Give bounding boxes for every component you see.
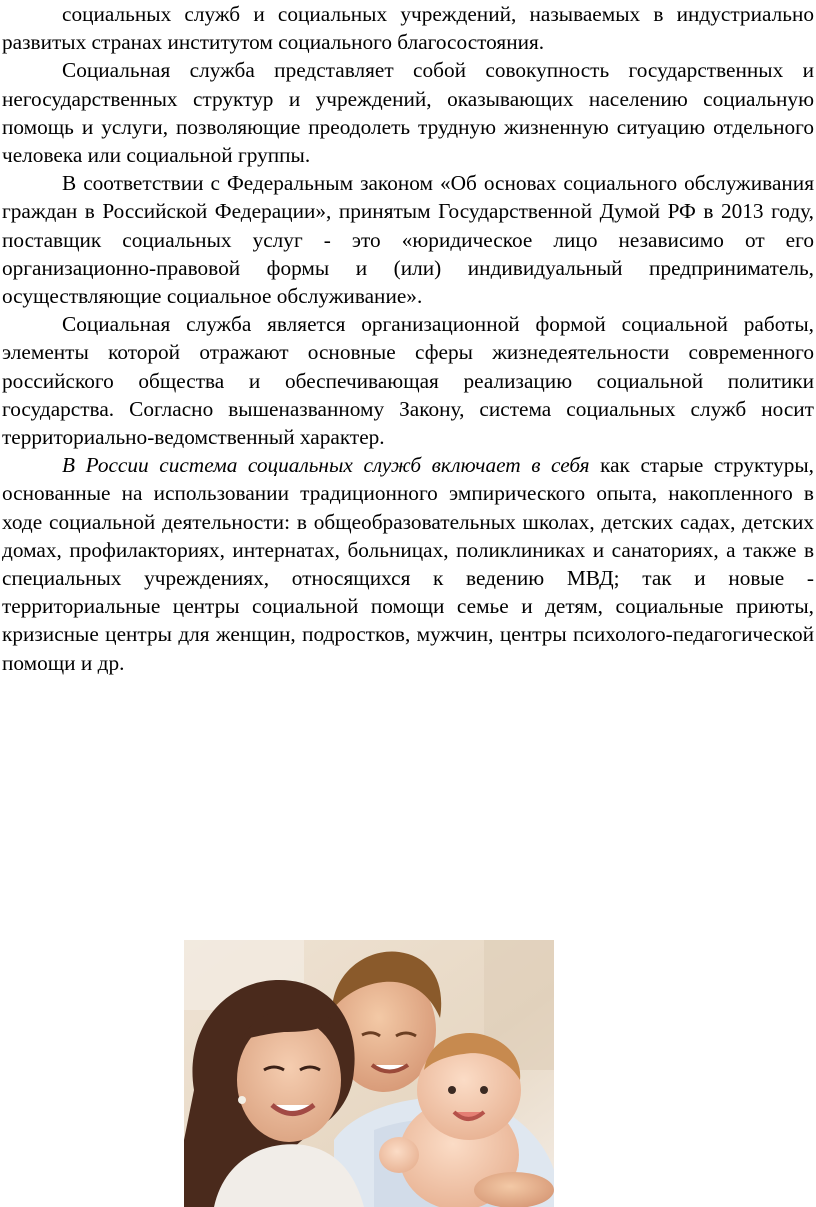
paragraph-body-text: как старые структуры, основанные на использовании традиционного эмпирического опыта, накопленного в ходе социальной деятельности: в общеобразовательных школах, детских садах, детских домах, профилакториях, интернатах, больницах, поликлиниках и санаториях, а также в специальных учреждениях, относящихся к ведению МВД; так и новые - территориальные центры социальной помощи семье и детям, социальные приюты, кризисные центры для женщин, подростков, мужчин, центры психолого-педагогической помощи и др. [2, 453, 814, 675]
italic-lead-phrase: В России система социальных служб включает в себя [62, 453, 590, 478]
family-photo [184, 940, 554, 1207]
paragraph-continuation: социальных служб и социальных учреждений, называемых в индустриально развитых странах институтом социального благосостояния. [2, 2, 814, 55]
family-photo-illustration [184, 940, 554, 1207]
paragraph-federal-law: В соответствии с Федеральным законом «Об основах социального обслуживания граждан в Российской Федерации», принятым Государственной Думой РФ в 2013 году, поставщик социальных услуг - это «юридическое лицо независимо от его организационно-правовой формы и (или) индивидуальный предприниматель, осуществляющие социальное обслуживание». [2, 171, 814, 309]
paragraph-russia-system [2, 451, 814, 677]
document-body [2, 0, 814, 677]
paragraph-social-service-definition: Социальная служба представляет собой совокупность государственных и негосударственных структур и учреждений, оказывающих населению социальную помощь и услуги, позволяющие преодолеть трудную жизненную ситуацию отдельного человека или социальной группы. [2, 58, 814, 168]
paragraph-organizational-form: Социальная служба является организационной формой социальной работы, элементы которой отражают основные сферы жизнедеятельности современного российского общества и обеспечивающая реализацию социальной политики государства. Согласно вышеназванному Закону, система социальных служб носит территориально-ведомственный характер. [2, 312, 814, 450]
